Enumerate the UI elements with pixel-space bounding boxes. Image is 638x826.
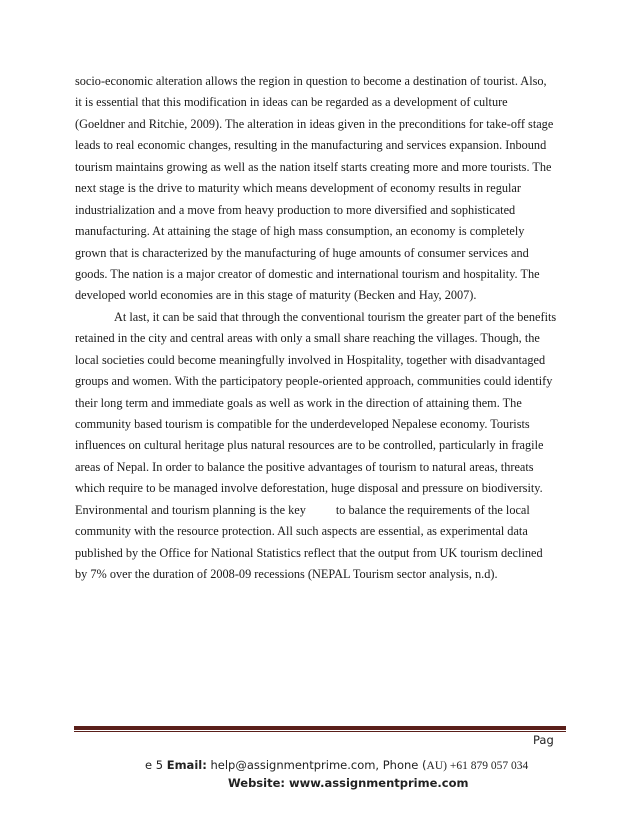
text-line: manufacturing. At attaining the stage of high mass consumption, an economy is completely <box>75 224 525 239</box>
page-number-suffix: e 5 <box>145 758 164 772</box>
text-line: local societies could become meaningfully involved in Hospitality, together with disadvantaged <box>75 352 546 367</box>
text-line: by 7% over the duration of 2008-09 recessions (NEPAL Tourism sector analysis, n.d). <box>75 567 498 582</box>
document-body <box>75 71 570 586</box>
footer-contact-line <box>145 758 528 772</box>
text-line: grown that is characterized by the manufacturing of huge amounts of consumer services and <box>75 245 529 260</box>
text-line: retained in the city and central areas with only a small share reaching the villages. Though, the <box>75 331 540 346</box>
text-line: industrialization and a move from heavy production to more diversified and sophisticated <box>75 202 516 217</box>
text-line: community based tourism is compatible for the underdeveloped Nepalese economy. Tourists <box>75 417 530 431</box>
email-label: Email: <box>166 758 207 772</box>
text-line: developed world economies are in this stage of maturity (Becken and Hay, 2007). <box>75 288 477 303</box>
text-line: their long term and immediate goals as well as work in the direction of attaining them. The <box>75 395 522 410</box>
footer-divider-thick <box>74 726 566 730</box>
text-line: areas of Nepal. In order to balance the positive advantages of tourism to natural areas, threats <box>75 459 534 474</box>
text-line: goods. The nation is a major creator of domestic and international tourism and hospitality. The <box>75 266 540 281</box>
text-line: next stage is the drive to maturity which means development of economy results in regular <box>75 181 521 196</box>
text-line: groups and women. With the participatory people-oriented approach, communities could identify <box>75 374 553 389</box>
text-line: which require to be managed involve deforestation, huge disposal and pressure on biodiversity. <box>75 481 543 496</box>
text-segment: Environmental and tourism planning is the key <box>75 502 306 517</box>
text-line-with-gap <box>75 500 570 521</box>
text-line: it is essential that this modification in ideas can be regarded as a development of culture <box>75 95 508 110</box>
text-line: leads to real economic changes, resulting in the manufacturing and services expansion. Inbound <box>75 138 547 153</box>
paragraph-start-line: At last, it can be said that through the conventional tourism the greater part of the benefits <box>114 309 557 324</box>
text-line: tourism maintains growing as well as the nation itself starts creating more and more tourists. The <box>75 159 552 174</box>
text-line: (Goeldner and Ritchie, 2009). The alteration in ideas given in the preconditions for take-off stage <box>75 116 554 131</box>
text-line: published by the Office for National Statistics reflect that the output from UK tourism declined <box>75 545 543 560</box>
text-segment: to balance the requirements of the local <box>335 502 530 517</box>
text-line: socio-economic alteration allows the region in question to become a destination of tourist. Also, <box>75 74 547 88</box>
email-phone-text: help@assignmentprime.com, Phone ( <box>210 758 427 772</box>
text-line: influences on cultural heritage plus natural resources are to be controlled, particularly in fragile <box>75 438 544 453</box>
footer-divider-thin <box>74 731 566 732</box>
page-label: Pag <box>533 733 554 747</box>
footer-website: Website: www.assignmentprime.com <box>228 776 469 790</box>
phone-number: ) +61 879 057 034 <box>443 760 529 772</box>
phone-region: AU <box>426 760 444 772</box>
text-line: community with the resource protection. All such aspects are essential, as experimental data <box>75 524 528 539</box>
